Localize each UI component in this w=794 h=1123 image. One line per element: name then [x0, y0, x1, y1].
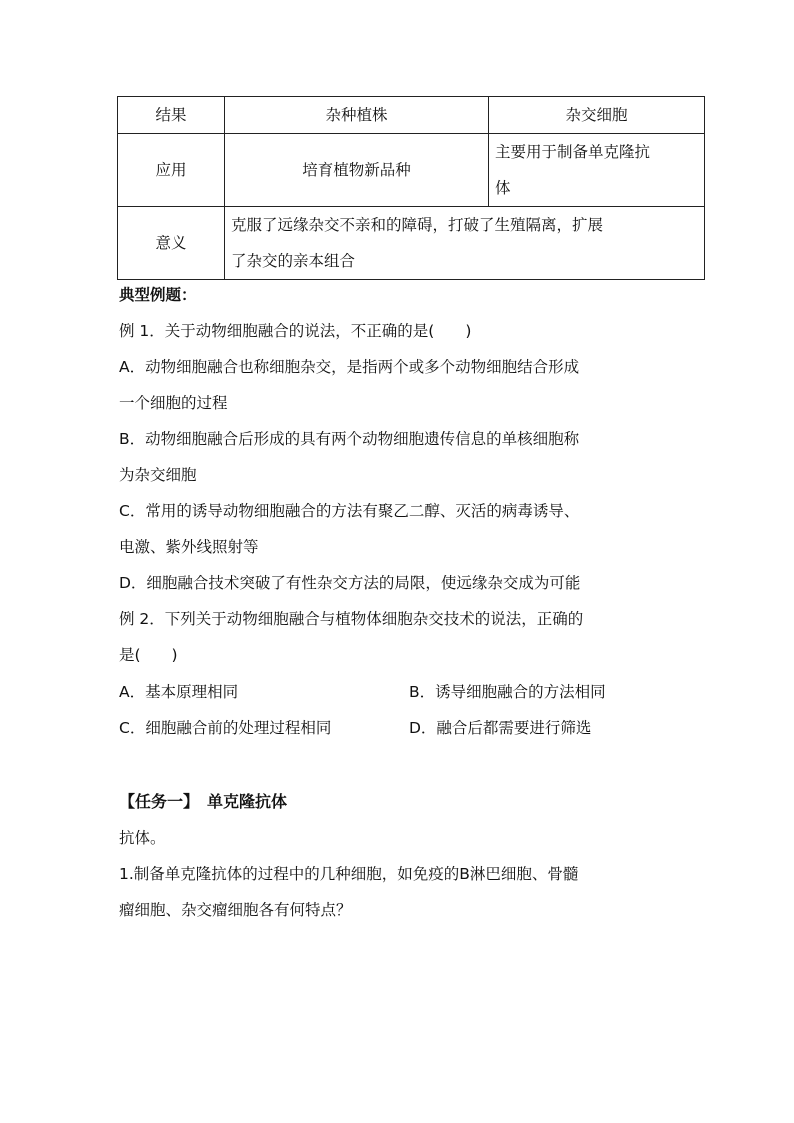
table-row — [118, 97, 705, 134]
task-1-title: 【任务一】 单克隆抗体 — [119, 792, 288, 811]
table-row — [118, 207, 705, 280]
example-2-option-c: C．细胞融合前的处理过程相同 — [119, 719, 332, 737]
task-1-question-1: 1.制备单克隆抗体的过程中的几种细胞，如免疫的B淋巴细胞、骨髓 — [119, 865, 579, 883]
table-cell: 杂种植株 — [225, 97, 489, 134]
cell-line: 了杂交的亲本组合 — [231, 252, 356, 270]
table-cell: 培育植物新品种 — [225, 134, 489, 207]
row-label: 意义 — [118, 207, 225, 280]
cell-line: 主要用于制备单克隆抗 — [495, 143, 651, 161]
example-2-option-d: D．融合后都需要进行筛选 — [409, 719, 592, 737]
example-1-option-b: B．动物细胞融合后形成的具有两个动物细胞遗传信息的单核细胞称 — [119, 430, 580, 448]
table-row — [118, 134, 705, 207]
example-1-option-a: A．动物细胞融合也称细胞杂交，是指两个或多个动物细胞结合形成 — [119, 358, 580, 376]
row-label: 结果 — [118, 97, 225, 134]
example-1-option-c-cont: 电激、紫外线照射等 — [119, 538, 259, 556]
cell-line: 克服了远缘杂交不亲和的障碍，打破了生殖隔离，扩展 — [231, 216, 604, 234]
table-cell — [489, 134, 705, 207]
table-cell-merged — [225, 207, 705, 280]
example-2-stem: 例 2．下列关于动物细胞融合与植物体细胞杂交技术的说法，正确的 — [119, 610, 584, 628]
task-1-question-1-cont: 瘤细胞、杂交瘤细胞各有何特点？ — [119, 901, 352, 919]
example-2-option-b: B．诱导细胞融合的方法相同 — [409, 683, 606, 701]
example-1-option-d: D．细胞融合技术突破了有性杂交方法的局限，使远缘杂交成为可能 — [119, 574, 581, 592]
example-2-option-a: A．基本原理相同 — [119, 683, 239, 701]
example-1-option-c: C．常用的诱导动物细胞融合的方法有聚乙二醇、灭活的病毒诱导、 — [119, 502, 580, 520]
example-2-stem-cont: 是( ) — [119, 646, 178, 664]
table-cell: 杂交细胞 — [489, 97, 705, 134]
comparison-table — [117, 96, 705, 280]
example-1-stem: 例 1．关于动物细胞融合的说法，不正确的是( ) — [119, 322, 472, 340]
cell-line: 体 — [495, 179, 511, 197]
row-label: 应用 — [118, 134, 225, 207]
example-1-option-b-cont: 为杂交细胞 — [119, 466, 197, 484]
example-1-option-a-cont: 一个细胞的过程 — [119, 394, 228, 412]
section-heading-examples: 典型例题： — [119, 286, 197, 304]
task-1-intro: 抗体。 — [119, 829, 166, 847]
